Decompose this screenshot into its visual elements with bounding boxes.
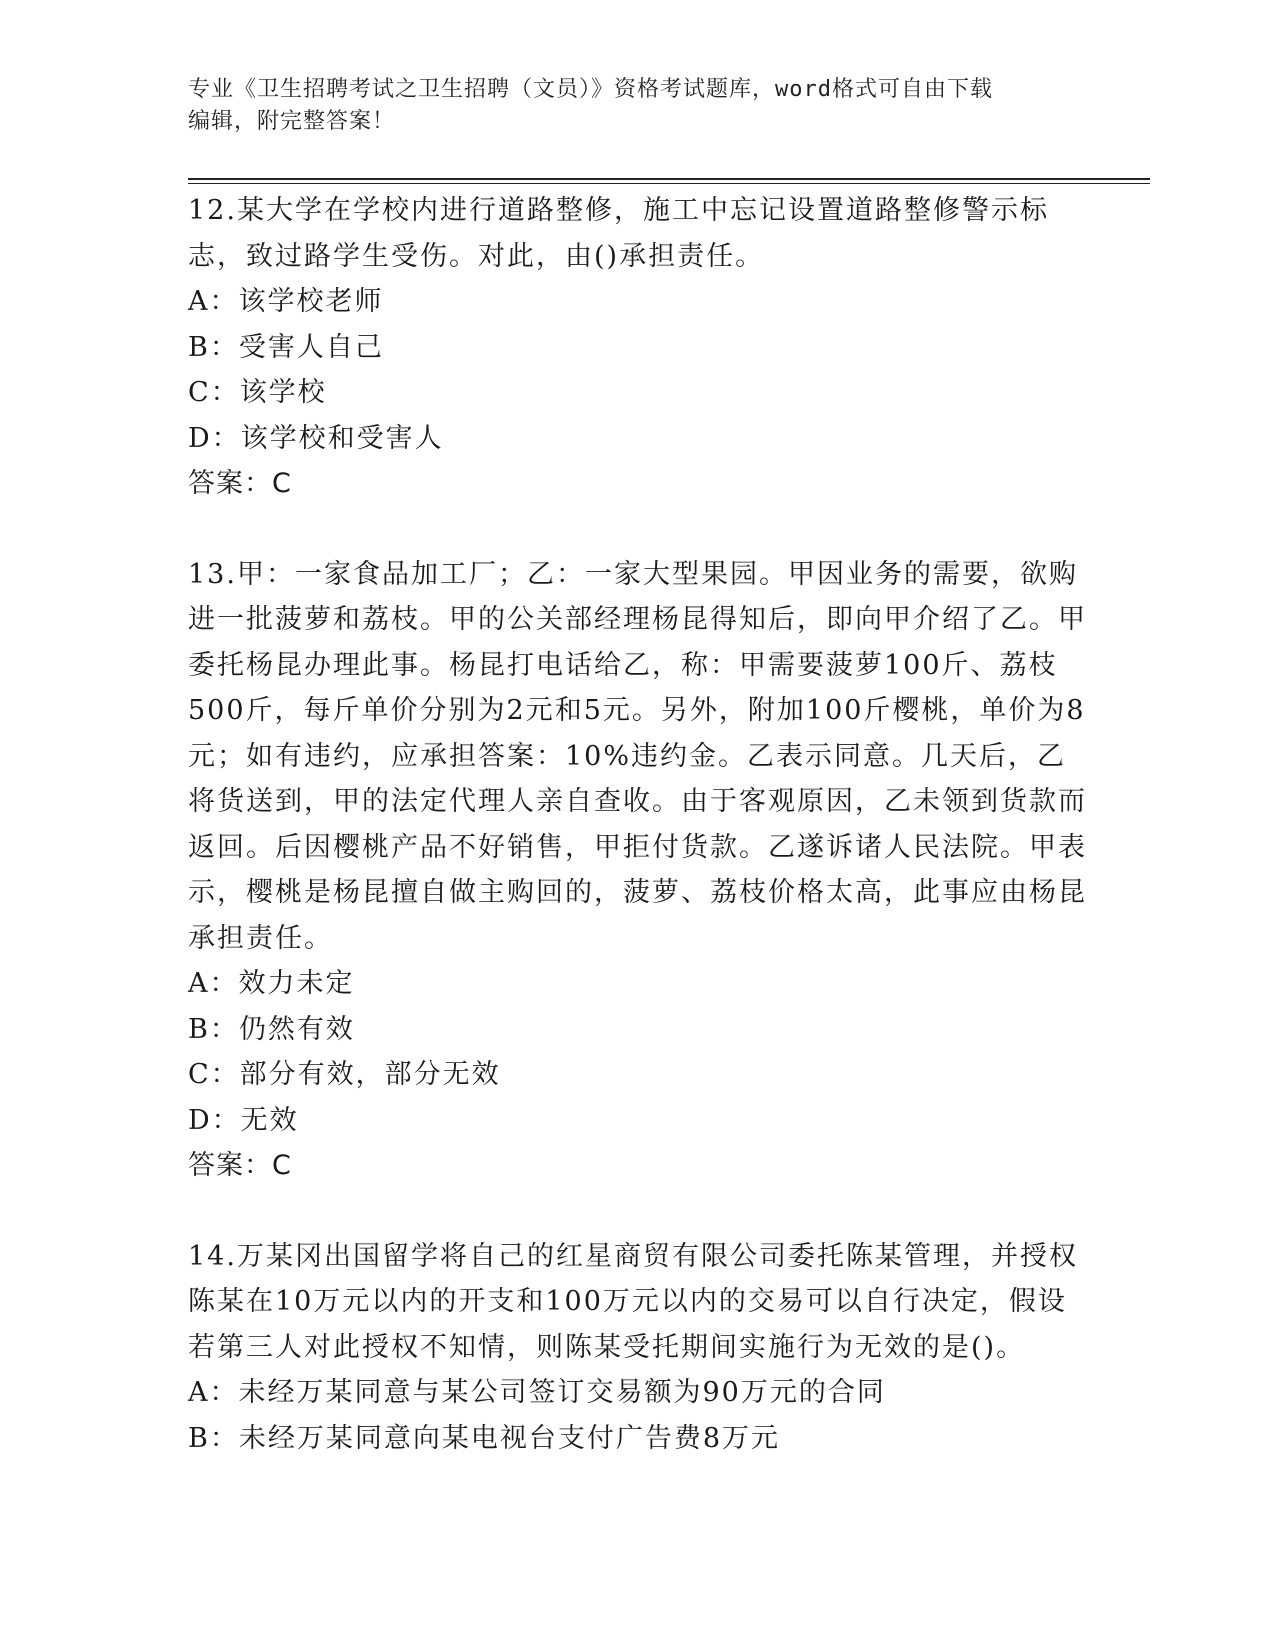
option-c: C：该学校 [188, 377, 327, 408]
header-line-1: 专业《卫生招聘考试之卫生招聘（文员）》资格考试题库，word格式可自由下载 [188, 77, 993, 102]
question-stem: 13.甲：一家食品加工厂；乙：一家大型果园。甲因业务的需要，欲购进一批菠萝和荔枝。甲的公关部经理杨昆得知后，即向甲介绍了乙。甲委托杨昆办理此事。杨昆打电话给乙，称：甲需要菠萝100斤、荔枝500斤，每斤单价分别为2元和5元。另外，附加100斤樱桃，单价为8元；如有违约，应承担答案：10%违约金。乙表示同意。几天后，乙将货送到，甲的法定代理人亲自查收。由于客观原因，乙未领到货款而返回。后因樱桃产品不好销售，甲拒付货款。乙遂诉诸人民法院。甲表示，樱桃是杨昆擅自做主购回的，菠萝、荔枝价格太高，此事应由杨昆承担责任。 [188, 558, 1087, 954]
document-header [188, 74, 1088, 138]
question-spacer [188, 1189, 1088, 1234]
option-a: A：效力未定 [188, 968, 355, 999]
header-divider-thin [188, 183, 1150, 184]
question-spacer [188, 507, 1088, 552]
question-stem: 14.万某冈出国留学将自己的红星商贸有限公司委托陈某管理，并授权陈某在10万元以内的开支和100万元以内的交易可以自行决定，假设若第三人对此授权不知情，则陈某受托期间实施行为无效的是()。 [188, 1240, 1078, 1363]
option-a: A：未经万某同意与某公司签订交易额为90万元的合同 [188, 1377, 886, 1408]
option-c: C：部分有效，部分无效 [188, 1059, 501, 1090]
question-14 [188, 1234, 1088, 1462]
answer-line: 答案：C [188, 1150, 292, 1181]
header-line-2: 编辑，附完整答案！ [188, 109, 396, 134]
option-d: D：该学校和受害人 [188, 422, 444, 454]
option-a: A：该学校老师 [188, 286, 384, 317]
option-d: D：无效 [188, 1104, 299, 1136]
question-stem: 12.某大学在学校内进行道路整修，施工中忘记设置道路整修警示标志，致过路学生受伤。对此，由()承担责任。 [188, 195, 1049, 272]
option-b: B：仍然有效 [188, 1013, 355, 1045]
question-12 [188, 188, 1088, 507]
option-b: B：未经万某同意向某电视台支付广告费8万元 [188, 1422, 781, 1454]
question-13 [188, 552, 1088, 1189]
option-b: B：受害人自己 [188, 331, 384, 363]
question-list [188, 188, 1088, 1461]
answer-line: 答案：C [188, 468, 292, 499]
header-divider-thick [188, 178, 1150, 180]
